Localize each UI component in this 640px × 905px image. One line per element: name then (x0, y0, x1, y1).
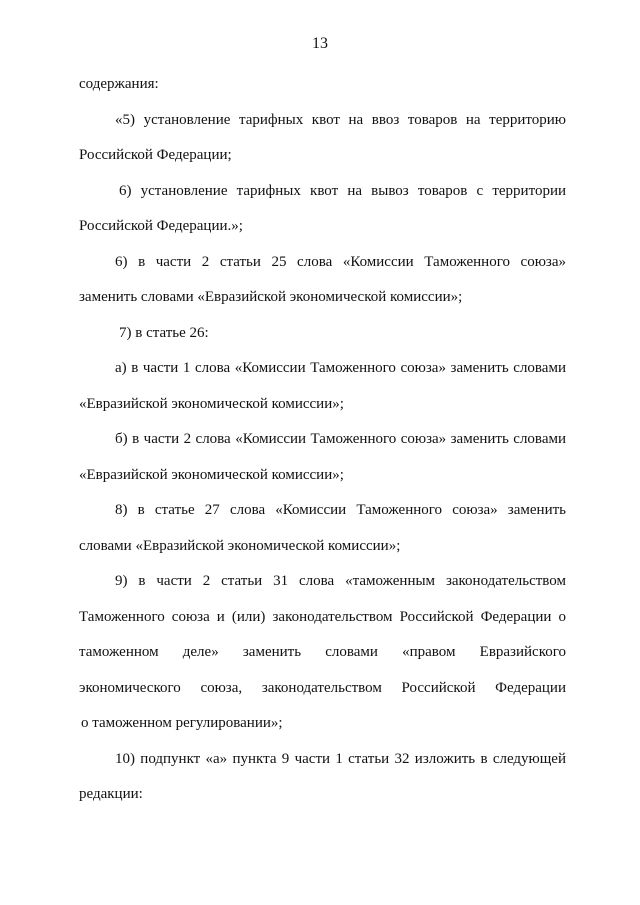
text-line: «Евразийской экономической комиссии»; (79, 466, 344, 483)
text-line: а) в части 1 слова «Комиссии Таможенного союза» заменить словами (115, 360, 566, 376)
text-line: Таможенного союза и (или) законодательством Российской Федерации о (79, 608, 566, 625)
text-line: 10) подпункт «а» пункта 9 части 1 статьи 32 изложить в следующей (115, 750, 566, 767)
text-line: заменить словами «Евразийской экономической комиссии»; (79, 289, 463, 305)
text-line: б) в части 2 слова «Комиссии Таможенного союза» заменить словами (115, 431, 566, 447)
document-body (79, 75, 566, 821)
text-line: содержания: (79, 76, 159, 92)
text-line: «Евразийской экономической комиссии»; (79, 395, 344, 412)
text-line: 6) в части 2 статьи 25 слова «Комиссии Таможенного союза» (115, 253, 566, 270)
text-line: редакции: (79, 786, 143, 802)
page-number: 13 (312, 35, 328, 52)
text-line: 7) в статье 26: (119, 324, 209, 341)
text-line: Российской Федерации.»; (79, 218, 243, 234)
text-line: о таможенном регулировании»; (81, 715, 283, 731)
text-line: Российской Федерации; (79, 147, 232, 163)
text-line: 8) в статье 27 слова «Комиссии Таможенного союза» заменить (115, 502, 566, 518)
text-line: «5) установление тарифных квот на ввоз товаров на территорию (115, 111, 566, 128)
text-line: 9) в части 2 статьи 31 слова «таможенным законодательством (115, 573, 566, 589)
text-line: 6) установление тарифных квот на вывоз товаров с территории (119, 182, 566, 199)
text-line: словами «Евразийской экономической комиссии»; (79, 537, 401, 554)
text-line: таможенном деле» заменить словами «правом Евразийского (79, 644, 566, 660)
text-line: экономического союза, законодательством Российской Федерации (79, 679, 566, 696)
